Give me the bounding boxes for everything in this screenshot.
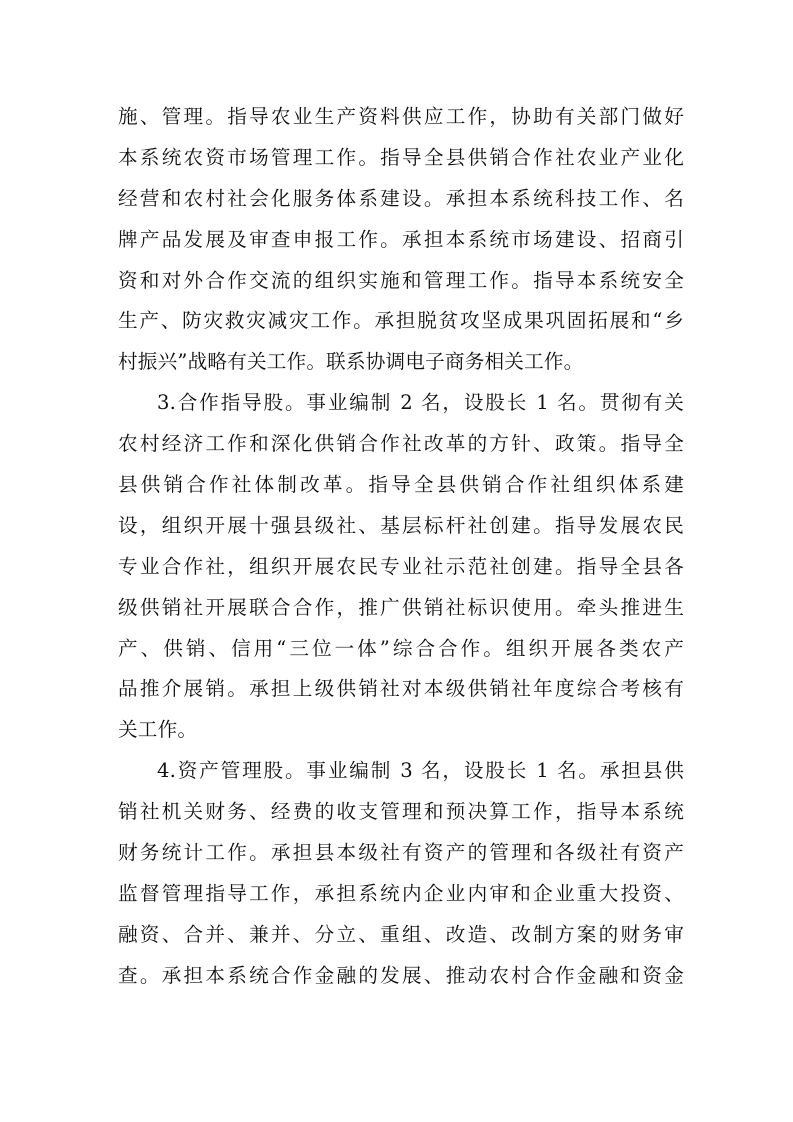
text-line: 设，组织开展十强县级社、基层标杆社创建。指导发展农民 bbox=[118, 513, 684, 537]
text-line: 专业合作社，组织开展农民专业社示范社创建。指导全县各 bbox=[118, 554, 684, 578]
text-line: 生产、防灾救灾减灾工作。承担脱贫攻坚成果巩固拓展和“乡 bbox=[118, 309, 684, 333]
text-line: 财务统计工作。承担县本级社有资产的管理和各级社有资产 bbox=[118, 841, 684, 865]
text-line: 村振兴”战略有关工作。联系协调电子商务相关工作。 bbox=[118, 350, 584, 374]
text-line: 关工作。 bbox=[118, 718, 198, 742]
text-line: 农村经济工作和深化供销合作社改革的方针、政策。指导全 bbox=[118, 432, 684, 456]
text-line: 3.合作指导股。事业编制 2 名，设股长 1 名。贯彻有关 bbox=[157, 391, 684, 415]
document-body bbox=[118, 97, 684, 997]
text-line: 产、供销、信用“三位一体”综合合作。组织开展各类农产 bbox=[118, 636, 684, 660]
text-line: 融资、合并、兼并、分立、重组、改造、改制方案的财务审 bbox=[118, 922, 684, 946]
text-line: 本系统农资市场管理工作。指导全县供销合作社农业产业化 bbox=[118, 145, 684, 169]
text-line: 施、管理。指导农业生产资料供应工作，协助有关部门做好 bbox=[118, 105, 684, 128]
text-line: 县供销合作社体制改革。指导全县供销合作社组织体系建 bbox=[118, 473, 684, 497]
text-line: 销社机关财务、经费的收支管理和预决算工作，指导本系统 bbox=[118, 800, 684, 824]
text-line: 经营和农村社会化服务体系建设。承担本系统科技工作、名 bbox=[118, 186, 684, 210]
text-line: 牌产品发展及审查申报工作。承担本系统市场建设、招商引 bbox=[118, 227, 684, 251]
text-line: 资和对外合作交流的组织实施和管理工作。指导本系统安全 bbox=[118, 268, 684, 292]
text-line: 级供销社开展联合合作，推广供销社标识使用。牵头推进生 bbox=[118, 595, 684, 619]
text-line: 监督管理指导工作，承担系统内企业内审和企业重大投资、 bbox=[118, 881, 684, 905]
text-line: 品推介展销。承担上级供销社对本级供销社年度综合考核有 bbox=[118, 677, 684, 701]
text-line: 查。承担本系统合作金融的发展、推动农村合作金融和资金 bbox=[118, 963, 684, 987]
text-line: 4.资产管理股。事业编制 3 名，设股长 1 名。承担县供 bbox=[157, 759, 684, 783]
